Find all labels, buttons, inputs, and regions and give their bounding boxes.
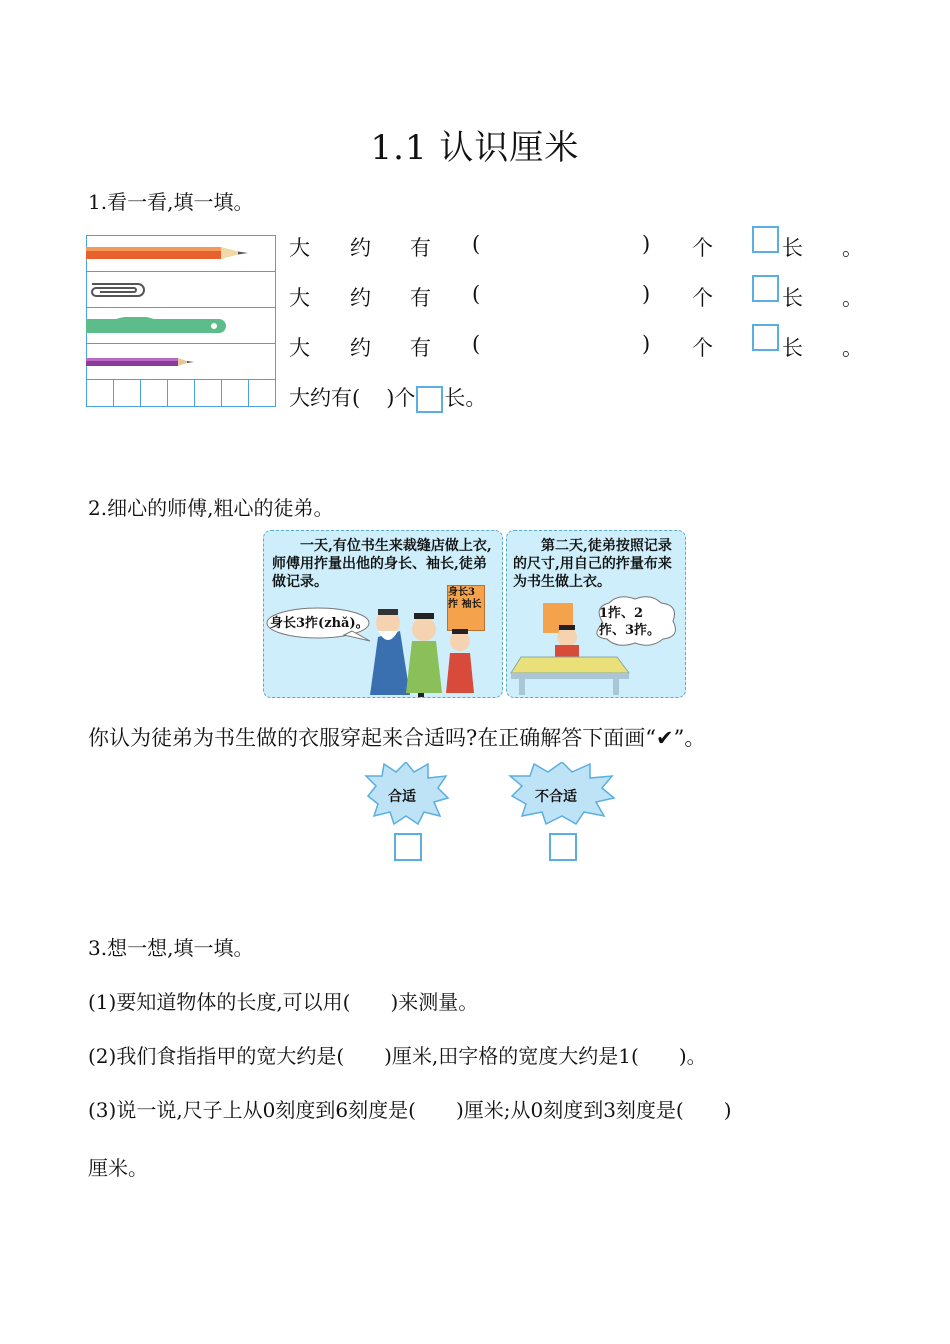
close-paren: ) [642, 232, 651, 256]
open-paren: ( [472, 332, 481, 356]
row-char: 长 [782, 236, 803, 260]
unit-char: 个 [692, 286, 713, 310]
q1-heading: 1.看一看,填一填。 [88, 190, 254, 214]
unit-square [194, 379, 222, 407]
unit-square-icon [752, 275, 779, 302]
unit-square [248, 379, 276, 407]
row-char: 长 [782, 336, 803, 360]
row-char: 大 [289, 236, 310, 260]
q2-heading: 2.细心的师傅,粗心的徒弟。 [88, 496, 334, 520]
tailor-scene-illustration [360, 597, 490, 697]
q3-item-3: (3)说一说,尺子上从0刻度到6刻度是( )厘米;从0刻度到3刻度是( ) [88, 1098, 732, 1122]
row-char: 大 [289, 336, 310, 360]
row-char: 有 [410, 336, 431, 360]
unit-square [221, 379, 249, 407]
unit-square [167, 379, 195, 407]
pen-icon [86, 355, 198, 369]
panel-1-text: 一天,有位书生来裁缝店做上衣,师傅用拃量出他的身长、袖长,徒弟做记录。 [272, 538, 492, 590]
page-title: 1.1 认识厘米 [370, 128, 580, 168]
q2-question: 你认为徒弟为书生做的衣服穿起来合适吗?在正确解答下面画“✔”。 [88, 726, 706, 750]
last-row-after: 长。 [444, 386, 487, 410]
paper-clip-icon [86, 281, 148, 299]
open-paren: ( [472, 282, 481, 306]
panel-1-bubble: 身长3拃(zhǎ)。 [270, 616, 369, 631]
panel-2-text: 第二天,徒弟按照记录的尺寸,用自己的拃量布来为书生做上衣。 [513, 538, 672, 590]
row-end: 。 [842, 236, 863, 260]
panel-2-bubble: 1拃、2拃、3拃。 [599, 606, 661, 638]
unit-square-icon [752, 324, 779, 351]
object-grid [86, 235, 276, 407]
last-row-mid: )个 [386, 386, 416, 410]
close-paren: ) [642, 332, 651, 356]
panel-1-note: 身长3拃 袖长 [448, 587, 482, 610]
q1-last-row [289, 382, 486, 413]
q3-item-1: (1)要知道物体的长度,可以用( )来测量。 [88, 990, 479, 1014]
row-end: 。 [842, 336, 863, 360]
unit-square-icon [416, 386, 443, 413]
close-paren: ) [642, 282, 651, 306]
unit-square [113, 379, 141, 407]
unit-char: 个 [692, 336, 713, 360]
row-char: 约 [350, 236, 371, 260]
row-char: 大 [289, 286, 310, 310]
comic-panel-2 [506, 530, 686, 698]
q3-item-3-cont: 厘米。 [88, 1156, 148, 1180]
option-unfit-label: 不合适 [535, 789, 577, 805]
unit-char: 个 [692, 236, 713, 260]
option-fit-checkbox[interactable] [394, 833, 422, 861]
q3-heading: 3.想一想,填一填。 [88, 936, 254, 960]
row-char: 有 [410, 286, 431, 310]
unit-square [140, 379, 168, 407]
apprentice-table-illustration [509, 597, 633, 697]
unit-square-icon [752, 226, 779, 253]
open-paren: ( [472, 232, 481, 256]
option-unfit-checkbox[interactable] [549, 833, 577, 861]
option-fit-label: 合适 [388, 789, 416, 805]
row-char: 约 [350, 336, 371, 360]
comic-panel-1 [263, 530, 503, 698]
row-char: 约 [350, 286, 371, 310]
q3-item-2: (2)我们食指指甲的宽大约是( )厘米,田字格的宽度大约是1( )。 [88, 1044, 707, 1068]
last-row-before: 大约有( [289, 386, 361, 410]
ruler-piece-icon [86, 317, 226, 337]
unit-square [86, 379, 114, 407]
row-end: 。 [842, 286, 863, 310]
row-char: 长 [782, 286, 803, 310]
pencil-icon [86, 243, 256, 263]
row-char: 有 [410, 236, 431, 260]
